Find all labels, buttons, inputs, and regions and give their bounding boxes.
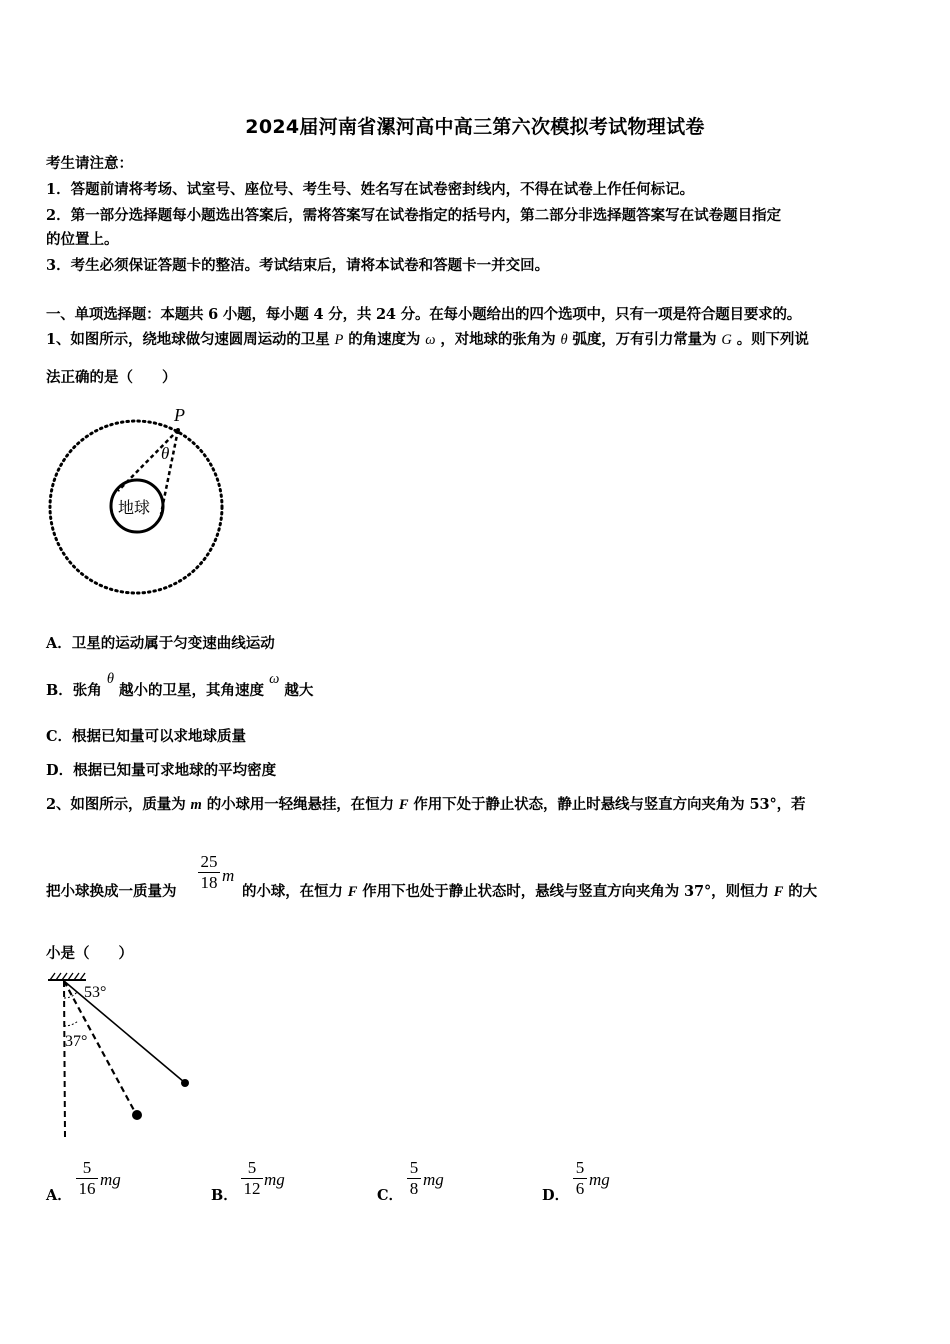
satellite-point (176, 428, 180, 432)
q1-option-b: B．张角 θ 越小的卫星，其角速度 ω 越大 (46, 671, 314, 699)
tangent-line-2 (161, 430, 178, 514)
notice-item-2-cont: 的位置上。 (46, 231, 119, 248)
notice-item-3: 3．考生必须保证答题卡的整洁。考试结束后，请将本试卷和答题卡一并交回。 (46, 257, 550, 274)
notice-item-2: 2．第一部分选择题每小题选出答案后，需将答案写在试卷指定的括号内，第二部分非选择题答案写在试卷题目指定 (46, 207, 782, 224)
q1-figure (40, 400, 240, 605)
q1-option-d: D．根据已知量可求地球的平均密度 (46, 762, 277, 779)
q2-figure (40, 968, 210, 1143)
ball-1 (181, 1079, 189, 1087)
string-53 (64, 981, 184, 1082)
symbol-f: F (398, 797, 409, 813)
q2-mass-symbol: m (222, 866, 235, 885)
symbol-p: P (334, 332, 344, 348)
symbol-theta: θ (560, 332, 568, 348)
symbol-g: G (721, 332, 732, 348)
label-p: P (174, 405, 185, 425)
arc-37 (64, 1021, 78, 1026)
angle-37: 37° (65, 1033, 88, 1050)
label-theta: θ (161, 444, 170, 463)
ceiling-hatch (50, 973, 85, 980)
q1-stem-line1: 1、如图所示，绕地球做匀速圆周运动的卫星 P 的角速度为 ω ，对地球的张角为 θ 弧度，万有引力常量为 G 。则下列说 (46, 331, 809, 348)
q1-option-c: C．根据已知量可以求地球质量 (46, 728, 247, 745)
symbol-theta: θ (106, 671, 114, 687)
q1-option-a: A．卫星的运动属于匀变速曲线运动 (46, 635, 275, 652)
page-title: 2024届河南省漯河高中高三第六次模拟考试物理试卷 (245, 116, 705, 138)
section-heading: 一、单项选择题：本题共 6 小题，每小题 4 分，共 24 分。在每小题给出的四个选项中，只有一项是符合题目要求的。 (46, 306, 802, 323)
q1-stem-line2: 法正确的是（ ） (46, 369, 177, 386)
ball-2 (132, 1110, 142, 1120)
vertical-reference (64, 981, 65, 1138)
angle-53: 53° (84, 984, 107, 1001)
symbol-omega: ω (269, 671, 280, 687)
q2-mass-fraction: 25 18 (198, 853, 220, 892)
notice-heading: 考生请注意： (46, 155, 133, 172)
symbol-omega: ω (425, 332, 436, 348)
q2-stem-line2-pre: 把小球换成一质量为 (46, 883, 177, 900)
q2-stem-line3: 小是（ ） (46, 945, 133, 962)
notice-item-1: 1．答题前请将考场、试室号、座位号、考生号、姓名写在试卷密封线内，不得在试卷上作任何标记。 (46, 181, 695, 198)
q2-stem-line2: 的小球，在恒力 F 作用下也处于静止状态时，悬线与竖直方向夹角为 37°，则恒力 F 的大 (242, 883, 818, 900)
q2-stem-line1: 2、如图所示，质量为 m 的小球用一轻绳悬挂，在恒力 F 作用下处于静止状态，静止时悬线与竖直方向夹角为 53°，若 (46, 796, 806, 813)
label-earth: 地球 (118, 500, 151, 517)
symbol-m: m (190, 797, 202, 813)
